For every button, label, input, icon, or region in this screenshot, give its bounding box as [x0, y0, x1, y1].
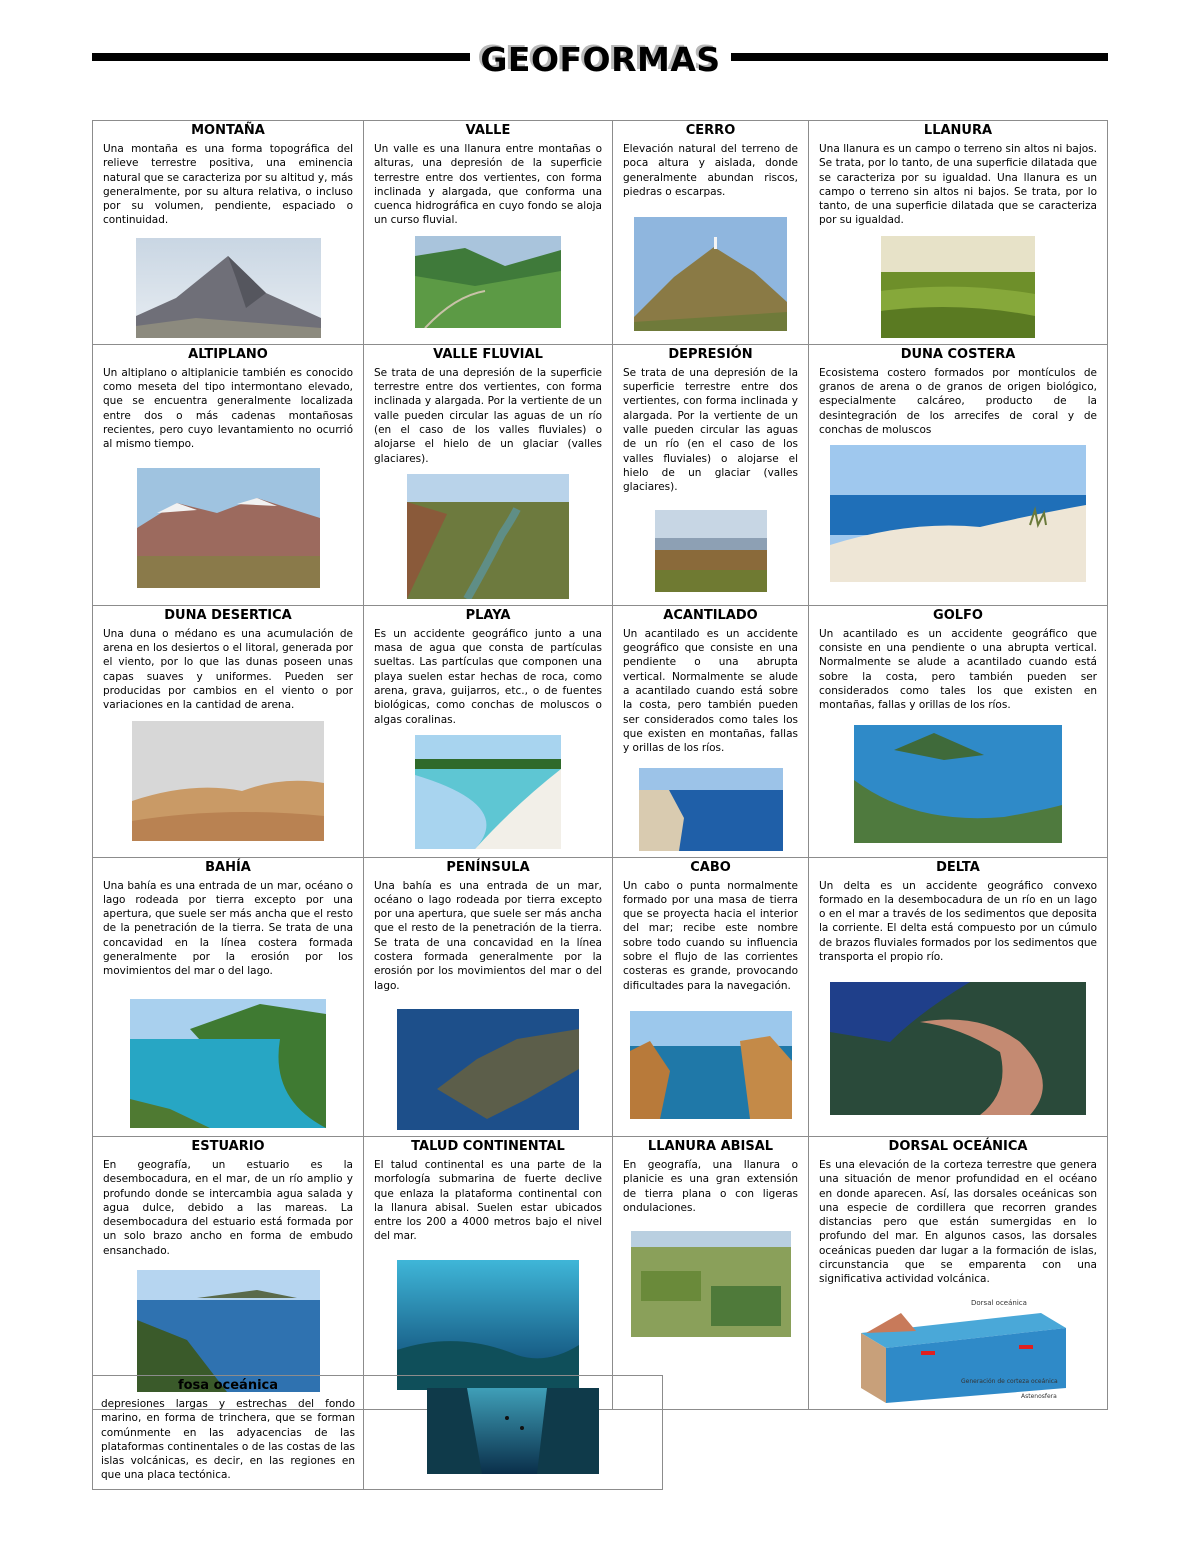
cell-depresion: [613, 344, 809, 605]
plain-image: [881, 236, 1035, 338]
bay-image: [130, 999, 326, 1128]
cliff-image: [639, 768, 783, 851]
cell-title: PLAYA: [465, 607, 511, 623]
cell-golfo: [809, 605, 1108, 857]
cell-text: En geografía, un estuario es la desembocadura, en el mar, de un río amplio y profundo donde se intercambia agua salada y agua dulce, debido a las mareas. La desembocadura del estuario está formada por un solo brazo ancho en forma de embudo ensanchado.: [103, 1158, 353, 1257]
cell-duna-desertica: [93, 605, 364, 857]
cell-title: ACANTILADO: [663, 607, 758, 623]
cell-fosa-image: [364, 1376, 663, 1490]
ocean-trench-image: [427, 1388, 599, 1474]
cell-text: Una duna o médano es una acumulación de arena en los desiertos o el litoral, generada por el viento, por lo que las dunas poseen unas capas suaves y uniformes. Pueden ser producidas por cambios en el viento o por variaciones en la cantidad de arena.: [103, 627, 353, 712]
diagram-label-generation: Generación de corteza oceánica: [961, 1377, 1058, 1385]
cell-playa: [364, 605, 613, 857]
cell-valle-fluvial: [364, 344, 613, 605]
cell-text: Un acantilado es un accidente geográfico que consiste en una pendiente o una abrupta vertical. Normalmente se alude a acantilado cuando está sobre la costa, pero también pueden ser considerados como tales los que existen en montañas, fallas y orillas de los ríos.: [819, 627, 1097, 712]
cell-title: LLANURA ABISAL: [647, 1138, 774, 1154]
diagram-label-dorsal: Dorsal oceánica: [971, 1298, 1027, 1307]
cell-text: Un acantilado es un accidente geográfico que consiste en una pendiente o una abrupta vertical. Normalmente se alude a acantilado cuando está sobre la costa, pero también pueden ser considerados como tales los que existen en montañas, fallas y orillas de los ríos.: [623, 627, 798, 755]
abyssal-plain-image: [631, 1231, 791, 1337]
cell-text: Un cabo o punta normalmente formado por una masa de tierra que se proyecta hacia el interior del mar; recibe este nombre sobre todo cuando su influencia sobre el flujo de las corrientes costeras es grande, provocando dificultades para la navegación.: [623, 879, 798, 992]
cell-duna-costera: [809, 344, 1108, 605]
landforms-grid: [92, 120, 1108, 1410]
cell-cerro: [613, 121, 809, 345]
cell-title: VALLE FLUVIAL: [433, 346, 543, 362]
altiplano-image: [137, 468, 320, 588]
valley-image: [415, 236, 561, 328]
cell-fosa: [93, 1376, 364, 1490]
cell-title: CERRO: [685, 123, 736, 138]
cell-llanura-abisal: [613, 1136, 809, 1409]
cell-cabo: [613, 857, 809, 1136]
beach-image: [415, 735, 561, 849]
cell-title: DEPRESIÓN: [668, 346, 753, 362]
cell-title: fosa oceánica: [177, 1378, 279, 1393]
hill-image: [634, 217, 787, 331]
page-title: GEOFORMAS: [480, 40, 721, 79]
cell-title: BAHÍA: [205, 859, 251, 875]
cell-title: DUNA COSTERA: [900, 346, 1016, 362]
header-rule-left: [92, 53, 470, 61]
cell-estuario: [93, 1136, 364, 1409]
coastal-dune-image: [830, 445, 1086, 582]
diagram-label-astenosfera: Astenosfera: [1021, 1392, 1057, 1400]
grid-row: [93, 605, 1108, 857]
cell-title: ALTIPLANO: [188, 346, 268, 362]
cell-llanura: [809, 121, 1108, 345]
delta-image: [830, 982, 1086, 1115]
cell-text: Una bahía es una entrada de un mar, océano o lago rodeada por tierra excepto por una apertura, que suele ser más ancha que el resto de la penetración de la tierra. Se trata de una concavidad en la línea costera formada generalmente por la erosión por los movimientos del mar o del lago.: [103, 879, 353, 978]
cell-talud: [364, 1136, 613, 1409]
cell-peninsula: [364, 857, 613, 1136]
cell-text: En geografía, una llanura o planicie es una gran extensión de tierra plana o con ligeras ondulaciones.: [623, 1158, 798, 1214]
depression-image: [655, 510, 767, 592]
cell-title: CABO: [690, 859, 731, 875]
cell-title: DORSAL OCEÁNICA: [888, 1138, 1028, 1154]
cape-image: [630, 1011, 792, 1119]
grid-row: [93, 1136, 1108, 1409]
cell-text: Una montaña es una forma topográfica del relieve terrestre positiva, una eminencia natural que se caracteriza por su altitud y, más generalmente, por su altura relativa, o incluso por su volumen, pendiente, espaciado o continuidad.: [103, 143, 353, 227]
cell-title: MONTAÑA: [191, 123, 265, 138]
cell-text: Un delta es un accidente geográfico convexo formado en la desembocadura de un río en un lago o en el mar a través de los sedimentos que deposita la corriente. El delta está compuesto por un cúmulo de brazos fluviales formados por los sedimentos que transporta el propio río.: [819, 879, 1097, 964]
cell-title: DELTA: [936, 859, 980, 875]
cell-valle: [364, 121, 613, 345]
peninsula-image: [397, 1009, 579, 1130]
cell-text: El talud continental es una parte de la morfología submarina de fuerte declive que enlaza la plataforma continental con la llanura abisal. Suelen estar ubicados entre los 200 a 4000 metros bajo el nivel del mar.: [374, 1158, 602, 1243]
cell-title: GOLFO: [933, 607, 983, 623]
cell-text: Es un accidente geográfico junto a una masa de agua que consta de partículas sueltas. Las partículas que componen una playa suelen estar hechas de roca, como arena, grava, guijarros, etc., o de fuentes biológicas, como conchas de moluscos o algas coralinas.: [374, 627, 602, 726]
river-valley-image: [407, 474, 569, 599]
cell-montana: [93, 121, 364, 345]
cell-dorsal: [809, 1136, 1108, 1409]
cell-title: ESTUARIO: [191, 1138, 265, 1154]
cell-title: LLANURA: [923, 123, 993, 138]
mountain-image: [136, 238, 321, 338]
cell-text: Es una elevación de la corteza terrestre que genera una situación de menor profundidad en el océano en donde aparecen. Así, las dorsales oceánicas son una especie de cordillera que recorren grandes distancias pero que están sumergidas en lo profundo del mar. En algunos casos, las dorsales oceánicas pueden dar lugar a la formación de islas, circunstancia que se emparenta con una significativa actividad volcánica.: [819, 1158, 1097, 1286]
cell-title: DUNA DESERTICA: [164, 607, 292, 623]
bottom-row: [92, 1375, 663, 1490]
cell-title: VALLE: [465, 123, 511, 138]
cell-delta: [809, 857, 1108, 1136]
cell-text: Ecosistema costero formados por montículos de granos de arena o de granos de origen biológico, especialmente calcáreo, producto de la desintegración de los arrecifes de coral y de conchas de moluscos: [819, 366, 1097, 436]
desert-dune-image: [132, 721, 324, 841]
continental-slope-image: [397, 1260, 579, 1390]
cell-title: TALUD CONTINENTAL: [411, 1138, 565, 1154]
cell-text: Se trata de una depresión de la superficie terrestre entre dos vertientes, con forma inclinada y alargada. Por la vertiente de un valle pueden circular las aguas de un río (en el caso de los valles fluviales) o alojarse el hielo de un glaciar (valles glaciares).: [623, 366, 798, 494]
estuary-image: [137, 1270, 320, 1392]
cell-bahia: [93, 857, 364, 1136]
cell-title: PENÍNSULA: [446, 859, 530, 875]
cell-altiplano: [93, 344, 364, 605]
cell-acantilado: [613, 605, 809, 857]
cell-text: Se trata de una depresión de la superficie terrestre entre dos vertientes, con forma inclinada y alargada. Por la vertiente de un valle pueden circular las aguas de un río (en el caso de los valles fluviales) o alojarse el hielo de un glaciar (valles glaciares).: [374, 366, 602, 465]
cell-text: Elevación natural del terreno de poca altura y aislada, donde generalmente abundan riscos, piedras o escarpas.: [623, 143, 798, 198]
grid-row: [93, 344, 1108, 605]
cell-text: depresiones largas y estrechas del fondo marino, en forma de trinchera, que se forman comúnmente en las adyacencias de las plataformas continentales o de las costas de las islas volcánicas, es decir, en las regiones en que una placa tectónica.: [101, 1398, 355, 1482]
cell-text: Una bahía es una entrada de un mar, océano o lago rodeada por tierra excepto por una apertura, que suele ser más ancha que el resto de la penetración de la tierra. Se trata de una concavidad en la línea costera formada generalmente por la erosión por los movimientos del mar o del lago.: [374, 879, 602, 992]
cell-text: Un valle es una llanura entre montañas o alturas, una depresión de la superficie terrestre entre dos vertientes, con forma inclinada y alargada, que conforma una cuenca hidrográfica en cuyo fondo se aloja un curso fluvial.: [374, 143, 602, 227]
grid-row: [93, 121, 1108, 345]
header-rule-right: [731, 53, 1108, 61]
ridge-diagram: [841, 1293, 1075, 1403]
cell-text: Un altiplano o altiplanicie también es conocido como meseta del tipo intermontano elevado, que se encuentra generalmente localizada entre dos o más cadenas montañosas recientes, pero cuyo levantamiento no ocurrió al mismo tiempo.: [103, 366, 353, 451]
cell-text: Una llanura es un campo o terreno sin altos ni bajos. Se trata, por lo tanto, de una superficie dilatada que se caracteriza por su igualdad. Una llanura es un campo o terreno sin altos ni bajos. Se trata, por lo tanto, de una superficie dilatada que se caracteriza por su igualdad.: [819, 143, 1097, 227]
gulf-image: [854, 725, 1062, 843]
grid-row: [93, 857, 1108, 1136]
